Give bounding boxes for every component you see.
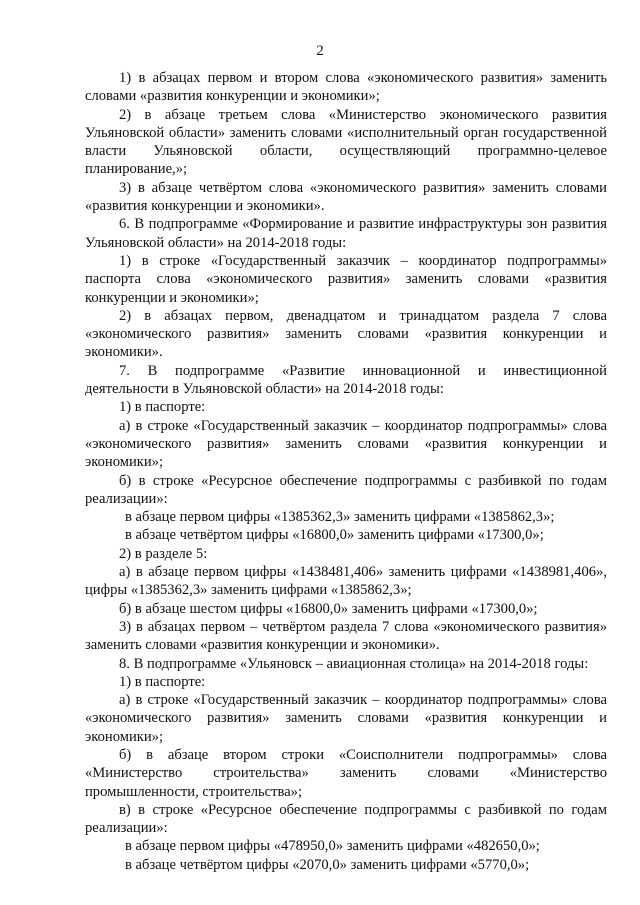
paragraph: б) в абзаце шестом цифры «16800,0» заменить цифрами «17300,0»;	[119, 600, 538, 617]
paragraph: а) в строке «Государственный заказчик – координатор подпрограммы» слова «экономического развития» заменить словами «развития конкуренции и экономики»;	[85, 417, 607, 471]
paragraph: 3) в абзаце четвёртом слова «экономического развития» заменить словами «развития конкуренции и экономики».	[85, 179, 607, 215]
paragraph: 3) в абзацах первом – четвёртом раздела 7 слова «экономического развития» заменить словами «развития конкуренции и экономики».	[85, 618, 607, 654]
paragraph: а) в абзаце первом цифры «1438481,406» заменить цифрами «1438981,406», цифры «1385362,3» заменить цифрами «1385862,3»;	[85, 564, 607, 599]
paragraph: в) в строке «Ресурсное обеспечение подпрограммы с разбивкой по годам реализации»:	[85, 801, 607, 837]
paragraph: 2) в разделе 5:	[119, 545, 208, 562]
page-number: 2	[316, 43, 324, 59]
paragraph: 7. В подпрограмме «Развитие инновационной и инвестиционной деятельности в Ульяновской области» на 2014-2018 годы:	[85, 362, 607, 398]
paragraph: б) в строке «Ресурсное обеспечение подпрограммы с разбивкой по годам реализации»:	[85, 472, 607, 507]
paragraph: в абзаце первом цифры «1385362,3» заменить цифрами «1385862,3»;	[125, 509, 555, 526]
paragraph: 1) в паспорте:	[119, 673, 206, 690]
paragraph: 2) в абзаце третьем слова «Министерство экономического развития Ульяновской области» заменить словами «исполнительный орган государственной власти Ульяновской области, осуществляющий программно-целевое планирование,»;	[85, 106, 607, 178]
document-body	[85, 69, 607, 874]
paragraph: 8. В подпрограмме «Ульяновск – авиационная столица» на 2014-2018 годы:	[119, 655, 589, 672]
paragraph: в абзаце первом цифры «478950,0» заменить цифрами «482650,0»;	[125, 838, 540, 855]
paragraph: в абзаце четвёртом цифры «16800,0» заменить цифрами «17300,0»;	[125, 527, 544, 544]
paragraph: в абзаце четвёртом цифры «2070,0» заменить цифрами «5770,0»;	[125, 856, 530, 873]
paragraph: 1) в паспорте:	[119, 399, 206, 416]
paragraph: 6. В подпрограмме «Формирование и развитие инфраструктуры зон развития Ульяновской области» на 2014-2018 годы:	[85, 216, 607, 251]
paragraph: б) в абзаце втором строки «Соисполнители подпрограммы» слова «Министерство строительства» заменить словами «Министерство промышленности, строительства»;	[85, 746, 607, 800]
paragraph: а) в строке «Государственный заказчик – координатор подпрограммы» слова «экономического развития» заменить словами «развития конкуренции и экономики»;	[85, 692, 607, 745]
paragraph: 1) в абзацах первом и втором слова «экономического развития» заменить словами «развития конкуренции и экономики»;	[85, 70, 607, 105]
paragraph: 1) в строке «Государственный заказчик – координатор подпрограммы» паспорта слова «экономического развития» заменить словами «развития конкуренции и экономики»;	[85, 252, 607, 306]
paragraph: 2) в абзацах первом, двенадцатом и тринадцатом раздела 7 слова «экономического развития» заменить словами «развития конкуренции и экономики».	[85, 307, 607, 361]
